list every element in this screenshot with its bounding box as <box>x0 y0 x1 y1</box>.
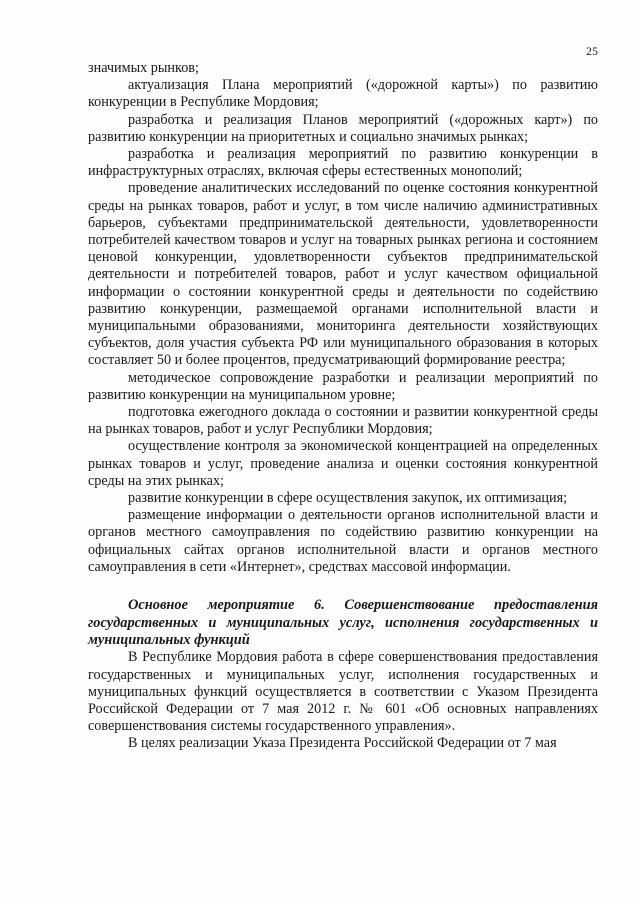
paragraph: осуществление контроля за экономической концентрацией на определенных рынках товаров и услуг, проведение анализа и оценки состояния конкурентной среды на этих рынках; <box>88 438 598 489</box>
paragraph: развитие конкуренции в сфере осуществления закупок, их оптимизация; <box>128 490 568 507</box>
paragraph: актуализация Плана мероприятий («дорожной карты») по развитию конкуренции в Республике Мордовия; <box>88 77 598 111</box>
paragraph: разработка и реализация мероприятий по развитию конкуренции в инфраструктурных отраслях, включая сферы естественных монополий; <box>88 146 598 180</box>
section-heading: Основное мероприятие 6. Совершенствование предоставления государственных и муниципальных услуг, исполнения государственных и муниципальных функций <box>88 597 598 648</box>
paragraph: подготовка ежегодного доклада о состоянии и развитии конкурентной среды на рынках товаров, работ и услуг Республики Мордовия; <box>88 404 598 438</box>
page-number: 25 <box>586 44 598 58</box>
paragraph: разработка и реализация Планов мероприятий («дорожных карт») по развитию конкуренции на приоритетных и социально значимых рынках; <box>88 111 598 145</box>
paragraph: методическое сопровождение разработки и реализации мероприятий по развитию конкуренции на муниципальном уровне; <box>88 369 598 403</box>
paragraph: значимых рынков; <box>88 60 199 76</box>
paragraph: В Республике Мордовия работа в сфере совершенствования предоставления государственных и муниципальных услуг, исполнения государственных и муниципальных функций осуществляется в соответствии с Указом Президента Российской Федерации от 7 мая 2012 г. № 601 «Об основных направлениях совершенствования системы государственного управления». <box>88 649 598 735</box>
paragraph: В целях реализации Указа Президента Российской Федерации от 7 мая <box>128 735 557 752</box>
paragraph: проведение аналитических исследований по оценке состояния конкурентной среды на рынках товаров, работ и услуг, в том числе наличию административных барьеров, субъектами предпринимательской деятельности, удовлетворенности потребителей качеством товаров и услуг на товарных рынках региона и состоянием ценовой конкуренции, удовлетворенности субъектов предпринимательской деятельности и потребителей товаров, работ и услуг качеством официальной информации о состоянии конкурентной среды и деятельности по содействию развитию конкуренции, размещаемой органами исполнительной власти и муниципальными образованиями, мониторинга деятельности хозяйствующих субъектов, доля участия субъекта РФ или муниципального образования в которых составляет 50 и более процентов, предусматривающий формирование реестра; <box>88 180 598 369</box>
page-body <box>88 60 598 753</box>
paragraph: размещение информации о деятельности органов исполнительной власти и органов местного самоуправления по содействию развитию конкуренции на официальных сайтах органов исполнительной власти и органов местного самоуправления в сети «Интернет», средствах массовой информации. <box>88 507 598 575</box>
